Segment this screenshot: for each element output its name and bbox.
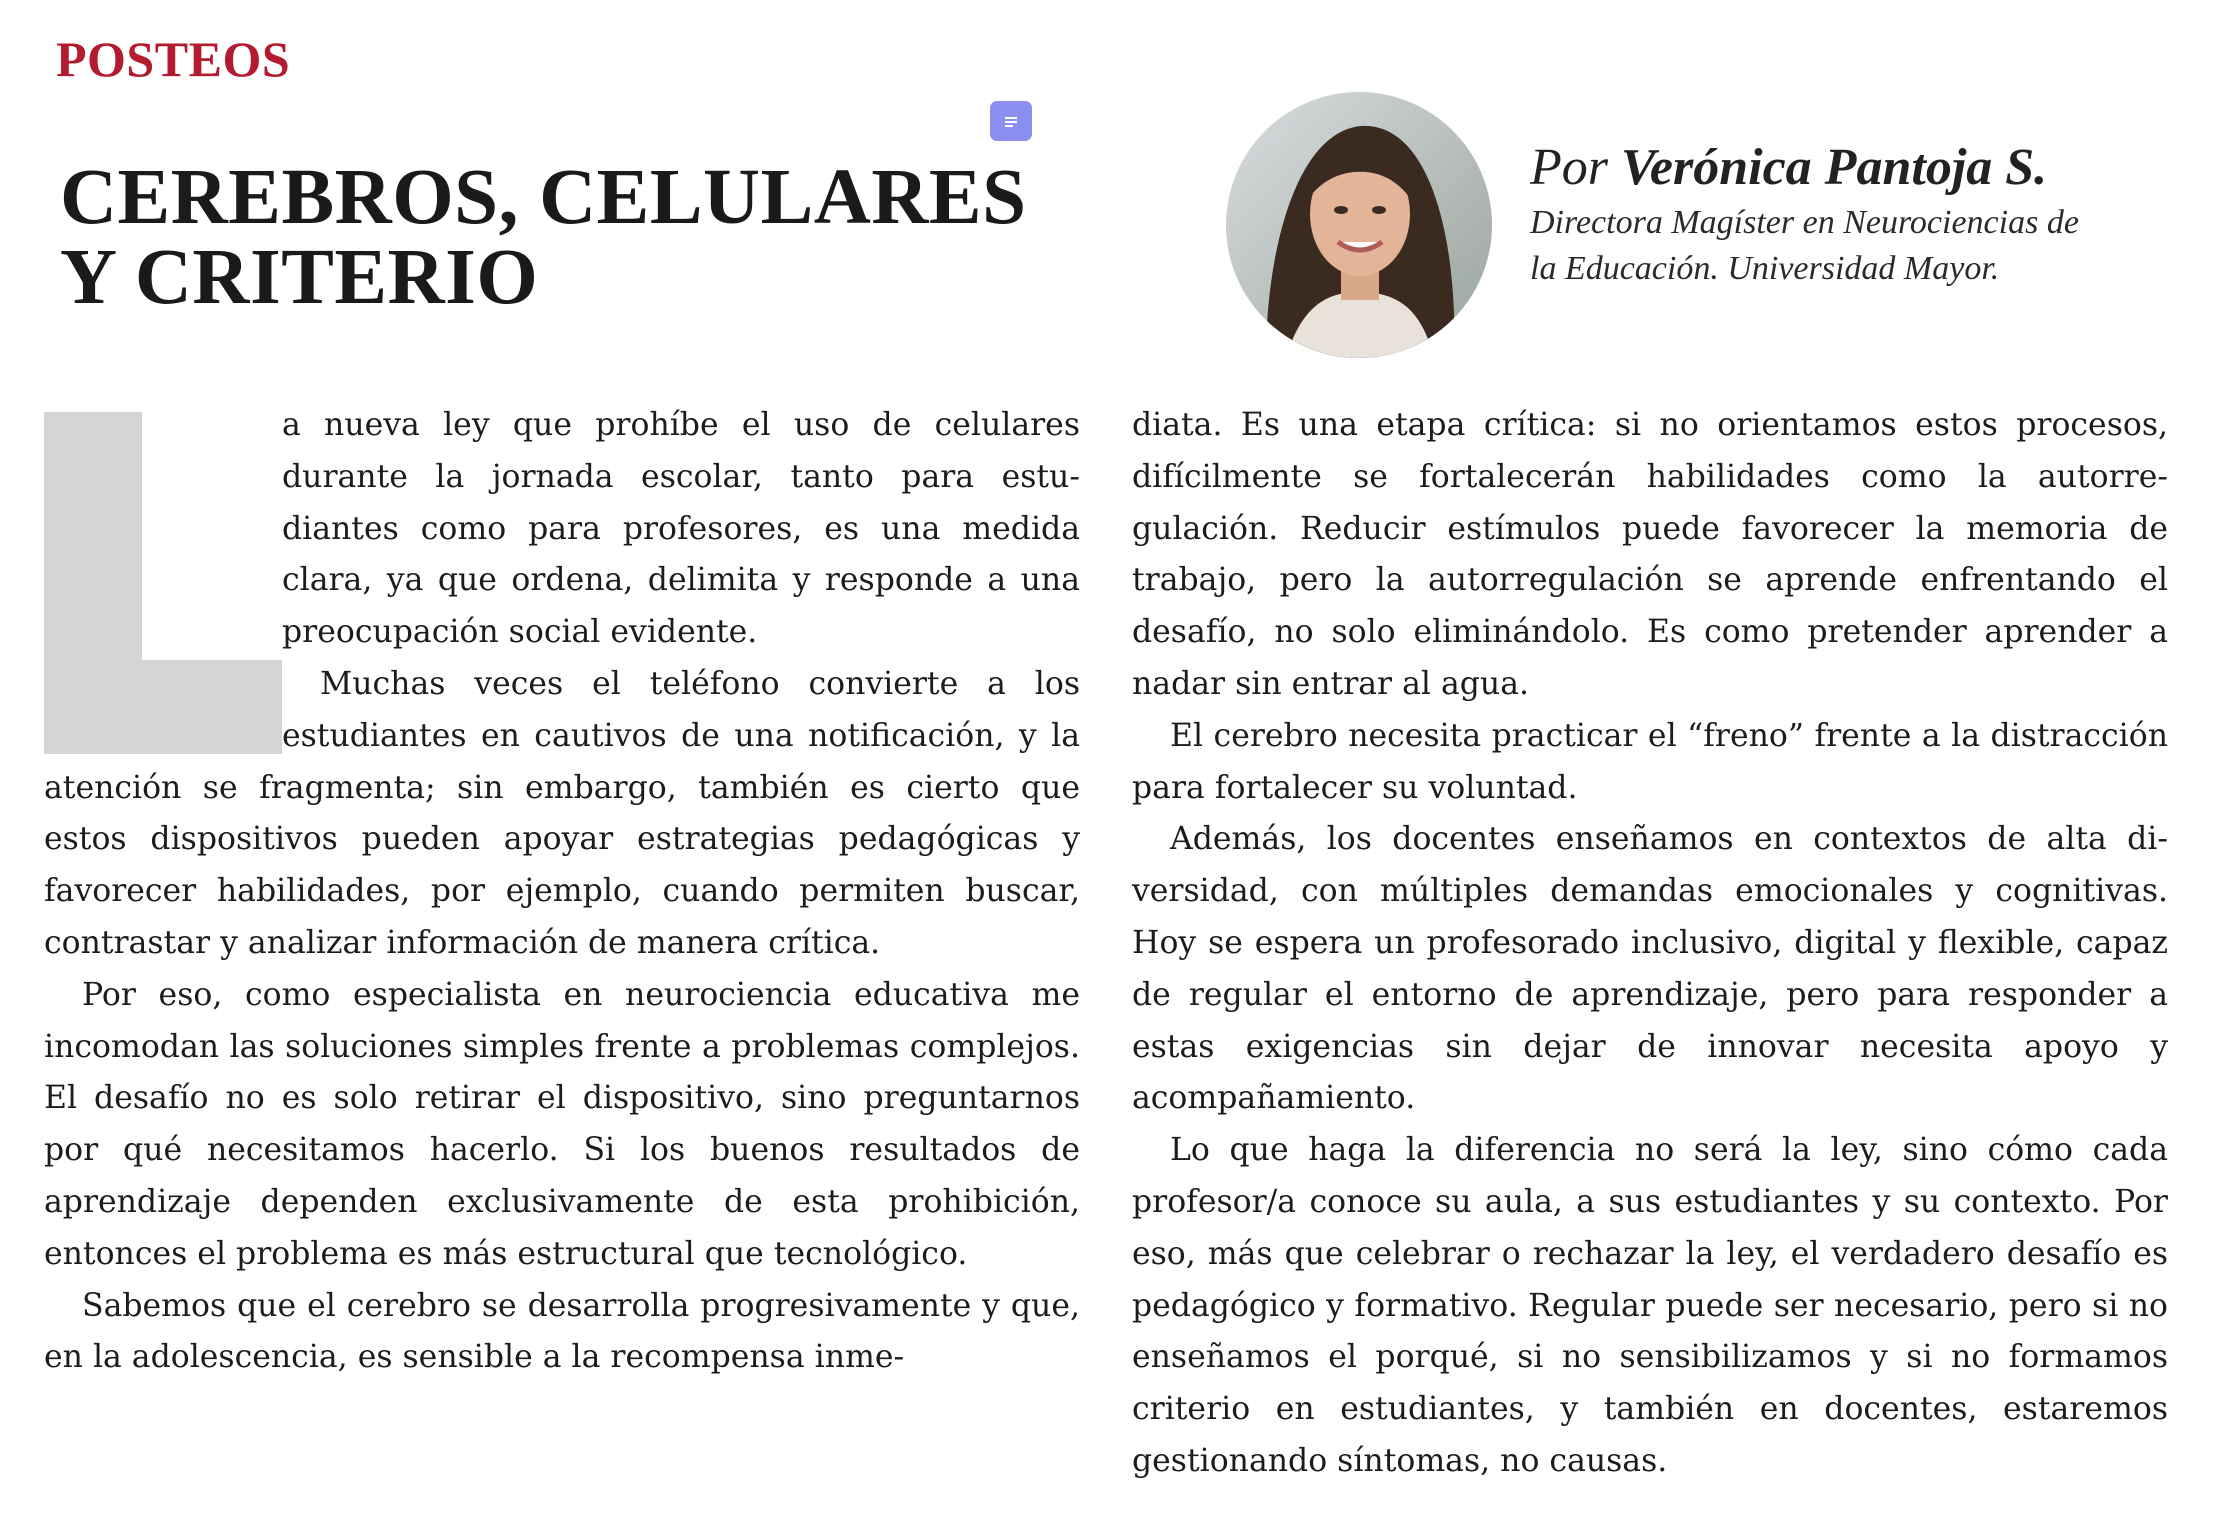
- author-photo: [1226, 92, 1492, 358]
- title-line-1: CEREBROS, CELULARES: [60, 154, 1027, 241]
- article-title: [60, 154, 1060, 321]
- author-role-line-1: Directora Magíster en Neurociencias de: [1530, 204, 2079, 241]
- section-label: POSTEOS: [56, 31, 291, 87]
- author-byline: [1530, 138, 2210, 292]
- author-portrait-icon: [1226, 92, 1492, 358]
- note-icon[interactable]: [990, 101, 1032, 141]
- note-lines-icon: [1002, 113, 1020, 129]
- article-column-right: [1132, 400, 2168, 1488]
- author-name-line: [1530, 138, 2210, 198]
- dropcap-letter: [44, 412, 282, 754]
- author-role: [1530, 200, 2210, 292]
- paragraph-7: Lo que haga la diferencia no será la ley, sino cómo cada profesor/a conoce su aula, a sus estudiantes y su contexto. Por eso, más que celebrar o rechazar la ley, el verdadero desafío es pedagógico y formativo. Regular puede ser necesario, pero si no enseñamos el porqué, si no sensibilizamos y si no formamos criterio en estudiantes, y también en docentes, estaremos gestionando síntomas, no causas.: [1132, 1132, 2168, 1479]
- paragraph-5: El cerebro necesita practicar el “freno” frente a la distracción para fortalecer su voluntad.: [1132, 717, 2168, 806]
- author-name: Verónica Pantoja S.: [1621, 139, 2048, 196]
- paragraph-4-end: diata. Es una etapa crítica: si no orientamos estos procesos, difícilmente se fortalecerán habilidades como la autorregulación. Reducir estímulos puede favorecer la memoria de trabajo, pero la autorregulación se aprende enfrentando el desafío, no solo eliminándolo. Es como pretender aprender a nadar sin entrar al agua.: [1132, 407, 2168, 702]
- author-role-line-2: la Educación. Universidad Mayor.: [1530, 250, 2000, 287]
- dropcap: [44, 412, 282, 754]
- paragraph-3: Por eso, como especialista en neurociencia educativa me incomodan las soluciones simples frente a problemas complejos. El desafío no es solo retirar el dispositivo, sino preguntarnos por qué necesitamos hacerlo. Si los buenos resultados de aprendizaje dependen exclusivamente de esta prohibición, entonces el problema es más estructural que tecnológico.: [44, 976, 1080, 1272]
- paragraph-1: a nueva ley que prohíbe el uso de celulares durante la jornada escolar, tanto para estudiantes como para profesores, es una medida clara, ya que ordena, delimita y responde a una preocupación social evidente.: [282, 407, 1080, 651]
- paragraph-4-start: Sabemos que el cerebro se desarrolla progresivamente y que, en la adolescencia, es sensible a la recompensa inme-: [44, 1287, 1080, 1376]
- author-prefix: Por: [1530, 139, 1608, 196]
- paragraph-6: Además, los docentes enseñamos en contextos de alta diversidad, con múltiples demandas emocionales y cognitivas. Hoy se espera un profesorado inclusivo, digital y flexible, capaz de regular el entorno de aprendizaje, pero para responder a estas exigencias sin dejar de innovar necesita apoyo y acompañamiento.: [1132, 821, 2168, 1117]
- title-line-2: Y CRITERIO: [60, 234, 539, 321]
- article-column-left: [44, 400, 1080, 1384]
- paragraph-2: Muchas veces el teléfono convierte a los estudiantes en cautivos de una notificación, y la atención se fragmenta; sin embargo, también es cierto que estos dispositivos pueden apoyar estrategias pedagógicas y favorecer habilidades, por ejemplo, cuando permiten buscar, contrastar y analizar información de manera crítica.: [44, 665, 1080, 961]
